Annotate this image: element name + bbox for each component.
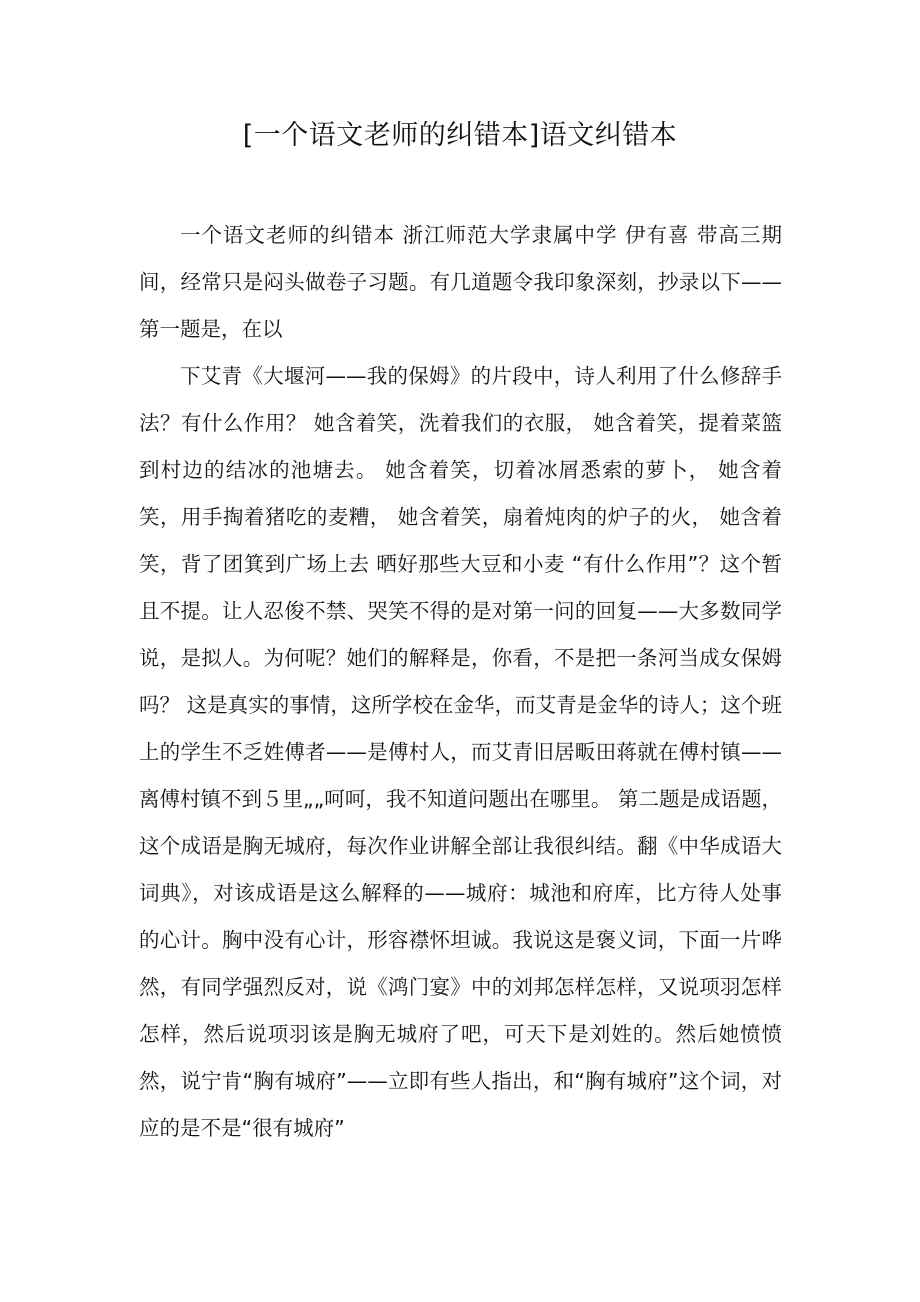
paragraph-1: 一个语文老师的纠错本 浙江师范大学隶属中学 伊有喜 带高三期间，经常只是闷头做卷子习题。有几道题令我印象深刻，抄录以下—— 第一题是，在以 <box>139 223 782 341</box>
paragraph-2: 下艾青《大堰河——我的保姆》的片段中，诗人利用了什么修辞手法？有什么作用？ 她含着笑，洗着我们的衣服， 她含着笑，提着菜篮到村边的结冰的池塘去。 她含着笑，切着冰屑悉索的萝卜， 她含着笑，用手掏着猪吃的麦糟， 她含着笑，扇着炖肉的炉子的火， 她含着笑，背了团箕到广场上去 晒好那些大豆和小麦 “有什么作用”？这个暂且不提。让人忍俊不禁、哭笑不得的是对第一问的回复——大多数同学说，是拟人。为何呢？她们的解释是，你看，不是把一条河当成女保姆吗？ 这是真实的事情，这所学校在金华，而艾青是金华的诗人；这个班上的学生不乏姓傅者——是傅村人，而艾青旧居畈田蒋就在傅村镇——离傅村镇不到５里„„呵呵，我不知道问题出在哪里。 第二题是成语题，这个成语是胸无城府，每次作业讲解全部让我很纠结。翻《中华成语大词典》，对该成语是这么解释的——城府：城池和府库，比方待人处事的心计。胸中没有心计，形容襟怀坦诚。我说这是褒义词，下面一片哗然，有同学强烈反对，说《鸿门宴》中的刘邦怎样怎样，又说项羽怎样怎样，然后说项羽该是胸无城府了吧，可天下是刘姓的。然后她愤愤然，说宁肯“胸有城府”——立即有些人指出，和“胸有城府”这个词，对应的是不是“很有城府” <box>139 364 782 1140</box>
document-title: [一个语文老师的纠错本]语文纠错本 <box>242 120 678 151</box>
document-body <box>139 212 782 1152</box>
